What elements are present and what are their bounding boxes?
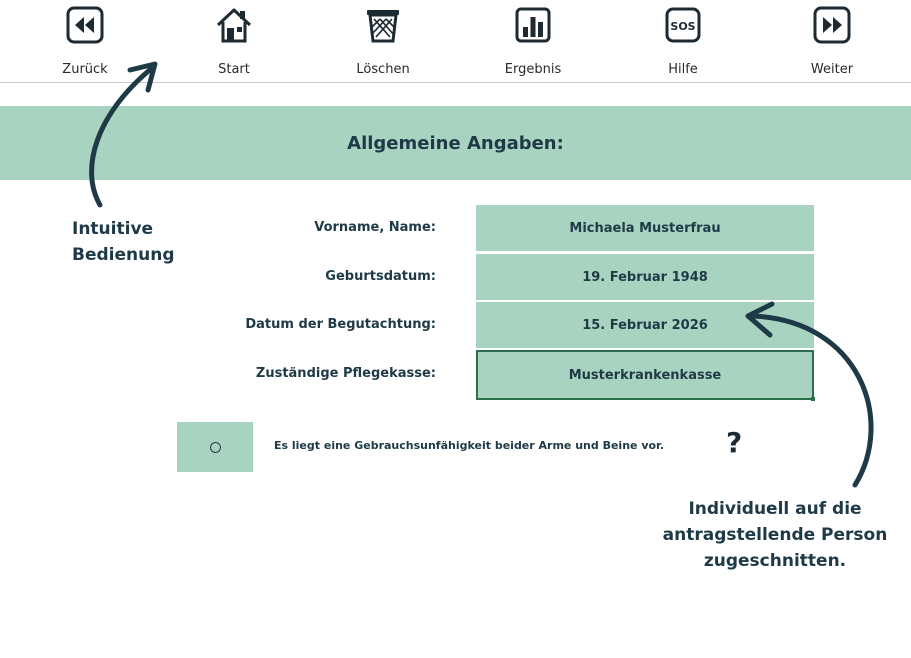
toolbar [0, 0, 911, 83]
delete-button[interactable] [323, 0, 443, 82]
birthdate-field[interactable]: 19. Februar 1948 [476, 254, 814, 300]
sos-icon [663, 5, 703, 45]
care-insurer-value: Musterkrankenkasse [568, 367, 722, 383]
annotation-left [72, 216, 175, 268]
result-button[interactable] [473, 0, 593, 82]
annotation-right [650, 496, 900, 574]
result-label: Ergebnis [504, 62, 562, 77]
care-insurer-label: Zuständige Pflegekasse: [255, 366, 436, 381]
next-label: Weiter [810, 62, 854, 77]
question-mark-icon[interactable]: ? [726, 426, 743, 459]
fast-forward-icon [812, 5, 852, 45]
annotation-right-line: zugeschnitten. [703, 551, 847, 571]
help-button[interactable] [623, 0, 743, 82]
svg-text:SOS: SOS [670, 20, 696, 33]
annotation-left-line: Intuitive [72, 219, 154, 239]
start-button[interactable] [174, 0, 294, 82]
name-label: Vorname, Name: [314, 220, 436, 235]
trash-basket-icon [363, 5, 403, 45]
disability-checkbox-label: Es liegt eine Gebrauchsunfähigkeit beider Arme und Beine vor. [274, 439, 665, 452]
back-button[interactable] [25, 0, 145, 82]
bar-chart-icon [513, 5, 553, 45]
name-field[interactable]: Michaela Musterfrau [476, 205, 814, 251]
back-label: Zurück [62, 62, 108, 77]
annotation-right-line: Individuell auf die [688, 499, 862, 519]
rewind-icon [65, 5, 105, 45]
annotation-right-line: antragstellende Person [662, 525, 888, 545]
assessment-date-label: Datum der Begutachtung: [245, 317, 436, 332]
disability-checkbox[interactable] [177, 422, 253, 472]
section-banner [0, 106, 911, 180]
birthdate-label: Geburtsdatum: [325, 269, 436, 284]
assessment-date-field[interactable]: 15. Februar 2026 [476, 302, 814, 348]
next-button[interactable] [772, 0, 892, 82]
start-label: Start [218, 62, 250, 77]
home-icon [214, 5, 254, 45]
delete-label: Löschen [356, 62, 410, 77]
annotation-left-line: Bedienung [72, 245, 175, 265]
help-label: Hilfe [668, 62, 698, 77]
selection-handle[interactable] [811, 397, 815, 401]
section-title: Allgemeine Angaben: [347, 132, 564, 154]
radio-circle-icon [210, 442, 221, 453]
care-insurer-field[interactable] [476, 350, 814, 400]
